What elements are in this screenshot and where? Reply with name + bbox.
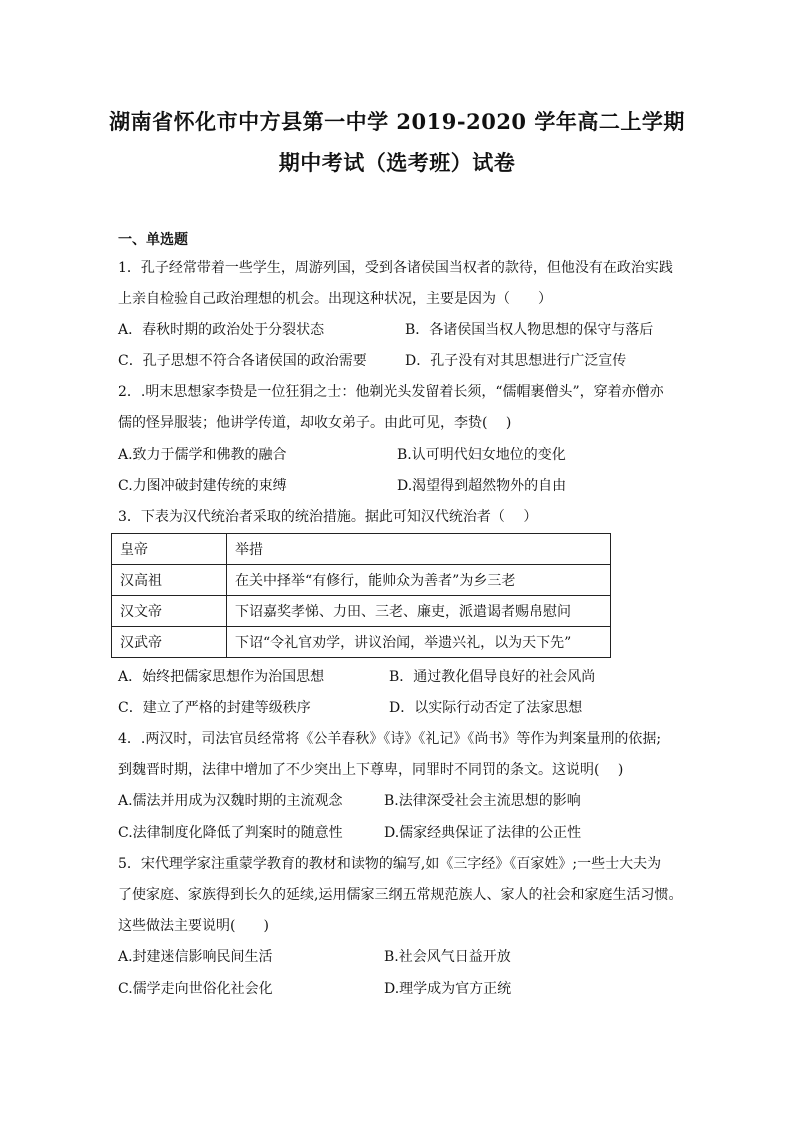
question-3-option-d: D．以实际行动否定了法家思想	[389, 700, 583, 716]
question-1-stem-line2: 上亲自检验自己政治理想的机会。出现这种状况，主要是因为（ ）	[118, 291, 552, 307]
exam-title-line2: 期中考试（选考班）试卷	[278, 150, 516, 175]
question-3-option-c: C．建立了严格的封建等级秩序	[118, 700, 311, 716]
table-cell: 下诏“令礼官劝学，讲议治闻，举遗兴礼，以为天下先”	[227, 627, 611, 658]
question-5-stem-line2: 了使家庭、家族得到长久的延续,运用儒家三纲五常规范族人、家人的社会和家庭生活习惯。	[118, 887, 683, 903]
question-2-option-a: A.致力于儒学和佛教的融合	[118, 447, 287, 463]
table-row	[112, 596, 611, 627]
question-5-option-b: B.社会风气日益开放	[384, 949, 511, 965]
section-heading: 一、单选题	[118, 232, 188, 248]
question-2-option-c: C.力图冲破封建传统的束缚	[118, 478, 287, 494]
question-4-option-a: A.儒法并用成为汉魏时期的主流观念	[118, 793, 343, 809]
question-2-option-d: D.渴望得到超然物外的自由	[397, 478, 567, 494]
table-cell: 下诏嘉奖孝悌、力田、三老、廉吏，派遣谒者赐帛慰问	[227, 596, 611, 627]
table-header-cell: 皇帝	[112, 534, 227, 565]
question-5-stem-line1: 5．宋代理学家注重蒙学教育的教材和读物的编写,如《三字经》《百家姓》;一些士大夫为	[118, 856, 662, 872]
question-4-option-d: D.儒家经典保证了法律的公正性	[384, 825, 582, 841]
question-2-stem-line2: 儒的怪异服装；他讲学传道，却收女弟子。由此可见，李贽( )	[118, 415, 512, 431]
question-4-stem-line2: 到魏晋时期，法律中增加了不少突出上下尊卑，同罪时不同罚的条文。这说明( )	[118, 762, 624, 778]
question-5-option-c: C.儒学走向世俗化社会化	[118, 981, 273, 997]
question-5-option-a: A.封建迷信影响民间生活	[118, 949, 273, 965]
question-3-table	[111, 533, 611, 658]
question-5-option-d: D.理学成为官方正统	[384, 981, 512, 997]
table-cell: 汉文帝	[112, 596, 227, 627]
table-cell: 汉高祖	[112, 565, 227, 596]
question-1-option-a: A．春秋时期的政治处于分裂状态	[118, 322, 325, 338]
table-cell: 在关中择举“有修行，能帅众为善者”为乡三老	[227, 565, 611, 596]
question-3-option-b: B．通过教化倡导良好的社会风尚	[389, 669, 596, 685]
question-4-option-c: C.法律制度化降低了判案时的随意性	[118, 825, 343, 841]
table-row	[112, 627, 611, 658]
exam-title-line1: 湖南省怀化市中方县第一中学 2019-2020 学年高二上学期	[109, 109, 685, 134]
table-cell: 汉武帝	[112, 627, 227, 658]
question-1-option-c: C．孔子思想不符合各诸侯国的政治需要	[118, 353, 367, 369]
question-2-stem-line1: 2．.明末思想家李贽是一位狂狷之士：他剃光头发留着长须，“儒帽裹僧头”，穿着亦僧亦	[118, 384, 664, 400]
table-header-cell: 举措	[227, 534, 611, 565]
question-2-option-b: B.认可明代妇女地位的变化	[397, 447, 566, 463]
question-1-option-b: B．各诸侯国当权人物思想的保守与落后	[405, 322, 654, 338]
question-1-stem-line1: 1．孔子经常带着一些学生，周游列国，受到各诸侯国当权者的款待，但他没有在政治实践	[118, 260, 673, 276]
question-5-stem-line3: 这些做法主要说明( )	[118, 918, 269, 934]
question-1-option-d: D．孔子没有对其思想进行广泛宣传	[405, 353, 627, 369]
table-header-row	[112, 534, 611, 565]
table-row	[112, 565, 611, 596]
question-4-option-b: B.法律深受社会主流思想的影响	[384, 793, 581, 809]
question-4-stem-line1: 4．.两汉时，司法官员经常将《公羊春秋》《诗》《礼记》《尚书》等作为判案量刑的依据;	[118, 731, 662, 747]
question-3-option-a: A．始终把儒家思想作为治国思想	[118, 669, 325, 685]
question-3-stem: 3．下表为汉代统治者采取的统治措施。据此可知汉代统治者（ ）	[118, 509, 538, 525]
